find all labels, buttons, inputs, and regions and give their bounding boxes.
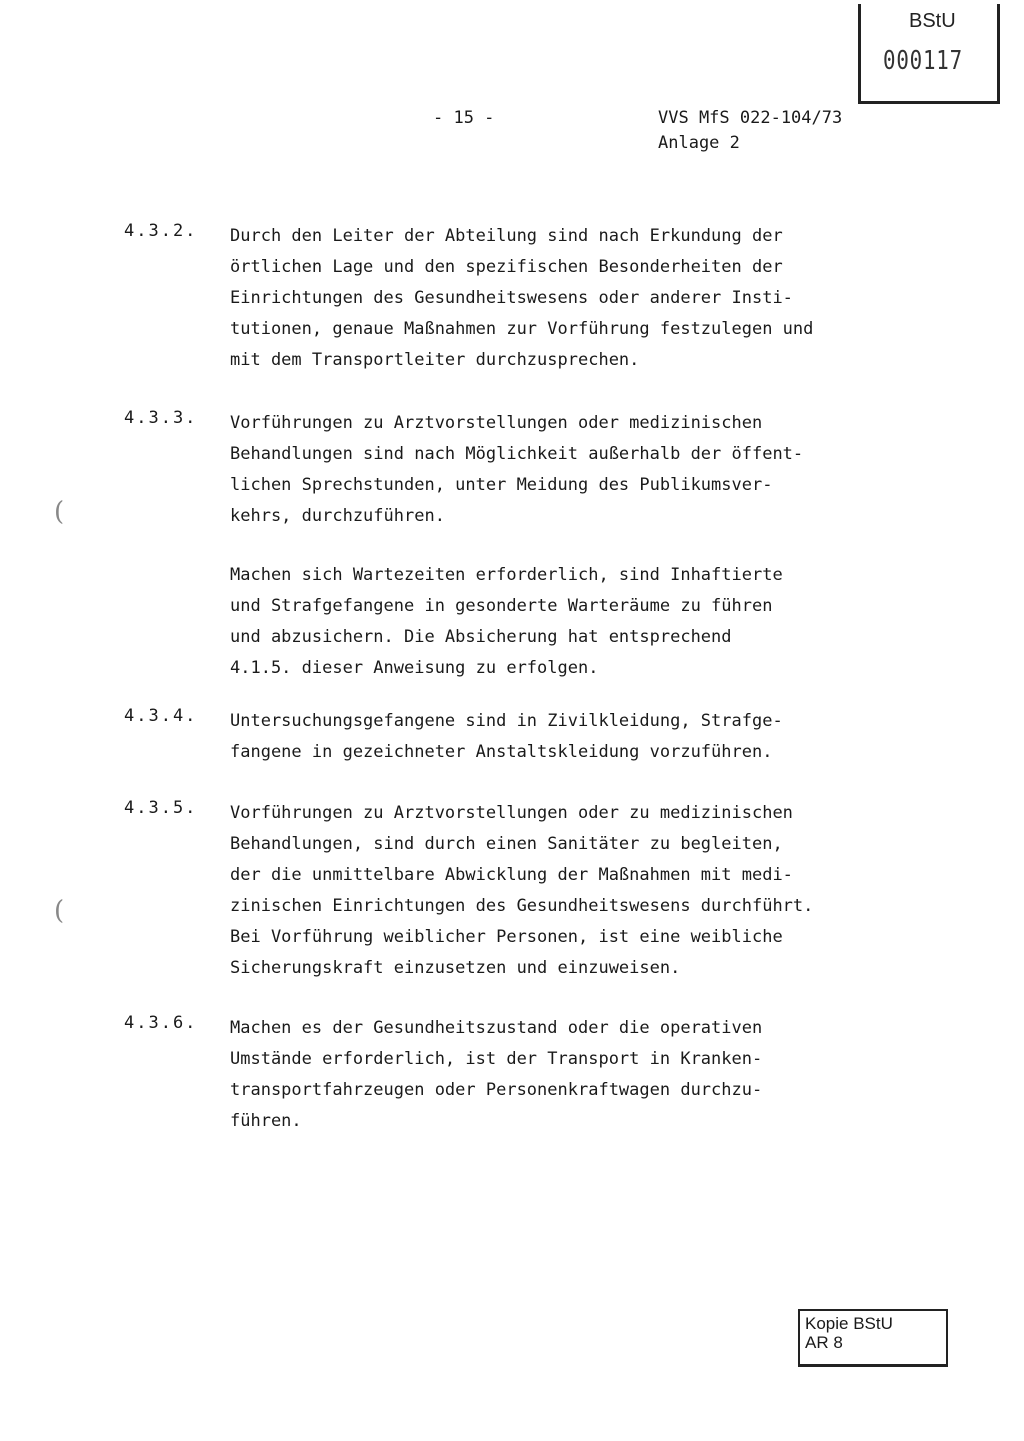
punch-hole-mark: ( — [54, 497, 65, 527]
section-text — [230, 1013, 870, 1137]
text-line: transportfahrzeugen oder Personenkraftwagen durchzu- — [230, 1080, 763, 1100]
section-number: 4.3.5. — [124, 798, 198, 818]
section-text — [230, 798, 870, 984]
text-line: Machen sich Wartezeiten erforderlich, sind Inhaftierte — [230, 565, 783, 585]
text-line: Untersuchungsgefangene sind in Zivilkleidung, Strafge- — [230, 711, 783, 731]
text-line: Vorführungen zu Arztvorstellungen oder medizinischen — [230, 413, 763, 433]
text-line: örtlichen Lage und den spezifischen Besonderheiten der — [230, 257, 783, 277]
text-line: Umstände erforderlich, ist der Transport in Kranken- — [230, 1049, 763, 1069]
text-line: tutionen, genaue Maßnahmen zur Vorführung festzulegen und — [230, 319, 814, 339]
classification-block — [658, 106, 842, 156]
text-line: lichen Sprechstunden, unter Meidung des Publikumsver- — [230, 475, 773, 495]
text-line: der die unmittelbare Abwicklung der Maßnahmen mit medi- — [230, 865, 793, 885]
text-line: Machen es der Gesundheitszustand oder die operativen — [230, 1018, 763, 1038]
copy-stamp-line: AR 8 — [805, 1333, 843, 1352]
page-number: - 15 - — [433, 108, 495, 128]
text-line: und Strafgefangene in gesonderte Warteräume zu führen — [230, 596, 773, 616]
text-line: mit dem Transportleiter durchzusprechen. — [230, 350, 640, 370]
section-text — [230, 221, 870, 376]
text-line: Einrichtungen des Gesundheitswesens oder anderer Insti- — [230, 288, 793, 308]
text-line: Bei Vorführung weiblicher Personen, ist eine weibliche — [230, 927, 783, 947]
stamp-org: BStU — [909, 10, 956, 32]
section-number: 4.3.4. — [124, 706, 198, 726]
text-line: Sicherungskraft einzusetzen und einzuweisen. — [230, 958, 681, 978]
archive-stamp — [858, 4, 1000, 104]
copy-stamp — [798, 1309, 948, 1367]
text-line: führen. — [230, 1111, 302, 1131]
text-line: Vorführungen zu Arztvorstellungen oder zu medizinischen — [230, 803, 793, 823]
text-line: 4.1.5. dieser Anweisung zu erfolgen. — [230, 658, 599, 678]
section-number: 4.3.3. — [124, 408, 198, 428]
text-line: zinischen Einrichtungen des Gesundheitswesens durchführt. — [230, 896, 814, 916]
text-line: kehrs, durchzuführen. — [230, 506, 445, 526]
text-line: Behandlungen, sind durch einen Sanitäter zu begleiten, — [230, 834, 783, 854]
text-line: Durch den Leiter der Abteilung sind nach Erkundung der — [230, 226, 783, 246]
annex-line: Anlage 2 — [658, 133, 740, 153]
stamp-number: 000117 — [883, 46, 963, 76]
copy-stamp-line: Kopie BStU — [805, 1314, 893, 1333]
classification-line: VVS MfS 022-104/73 — [658, 108, 843, 128]
text-line: fangene in gezeichneter Anstaltskleidung vorzuführen. — [230, 742, 773, 762]
text-line: und abzusichern. Die Absicherung hat entsprechend — [230, 627, 732, 647]
section-number: 4.3.2. — [124, 221, 198, 241]
section-number: 4.3.6. — [124, 1013, 198, 1033]
text-line: Behandlungen sind nach Möglichkeit außerhalb der öffent- — [230, 444, 804, 464]
section-text — [230, 408, 870, 684]
punch-hole-mark: ( — [54, 896, 65, 926]
section-text — [230, 706, 870, 768]
